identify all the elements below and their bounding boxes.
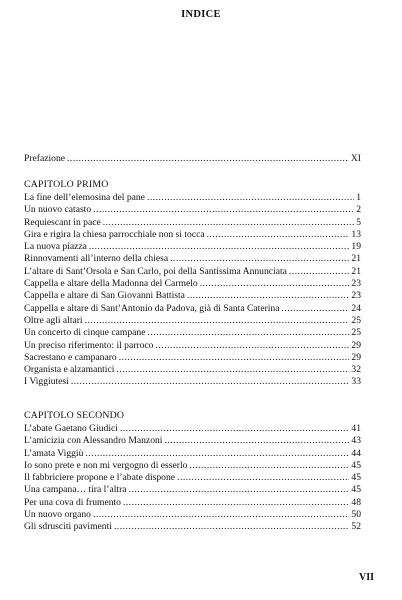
toc-entry-page: 5 [356,216,361,228]
toc-entry-title: Io sono prete e non mi vergogno di esserlo [24,459,188,471]
dot-leader [147,327,349,339]
dot-leader [93,509,349,521]
toc-entry[interactable] [24,204,361,216]
toc-entry[interactable] [24,315,361,327]
toc-entry-page: 33 [351,376,361,388]
toc-entry-page: 13 [351,228,361,240]
toc-entry-title: Prefazione [24,153,66,164]
dot-leader [93,204,354,216]
toc-entry-title: Rinnovamenti all’interno della chiesa [24,253,169,265]
toc-entry[interactable] [24,153,361,165]
toc-entry-page: 19 [351,241,361,253]
toc-entry[interactable] [24,278,361,290]
toc-entry[interactable] [24,509,361,521]
toc-entry[interactable] [24,497,361,509]
chapter-title: CAPITOLO SECONDO [24,410,125,421]
toc-entry[interactable] [24,460,361,472]
toc-entry-page: 23 [351,290,361,302]
dot-leader [147,192,354,204]
dot-leader [207,229,350,241]
dot-leader [89,241,350,253]
toc-entry-title: Oltre agli altari [24,314,83,326]
toc-chapter-1 [24,179,361,389]
dot-leader [85,315,350,327]
toc-entry[interactable] [24,241,361,253]
toc-entry-page: 2 [356,204,361,216]
dot-leader [119,352,350,364]
toc-entry[interactable] [24,364,361,376]
toc-entry-page: 21 [351,253,361,265]
toc-entry-page: 44 [351,447,361,459]
toc-entry-page: XI [350,153,361,164]
dot-leader [67,153,349,165]
dot-leader [116,364,349,376]
toc-entry-title: Un nuovo organo [24,509,91,521]
dot-leader [71,376,350,388]
toc-chapter-2 [24,410,361,534]
toc-entry[interactable] [24,217,361,229]
dot-leader [200,278,350,290]
dot-leader [282,303,350,315]
toc-entry-page: 52 [351,521,361,533]
toc-entry-title: Un concerto di cinque campane [24,327,146,339]
toc-entry[interactable] [24,484,361,496]
dot-leader [103,217,354,229]
toc-entry-title: La nuova piazza [24,241,87,253]
toc-entry-title: Cappella e altare di Sant’Antonio da Padova, già di Santa Caterina [24,302,280,314]
toc-entry-page: 21 [351,265,361,277]
toc-entry-title: L’abate Gaetano Giudici [24,423,118,434]
toc-entry-title: Per una cova di frumento [24,496,121,508]
toc-entry-page: 1 [356,192,361,203]
toc-entry-title: I Viggiutesi [24,376,69,388]
toc-entry-title: Cappella e altare di San Giovanni Battista [24,290,185,302]
toc-entry-page: 25 [351,314,361,326]
toc-entry[interactable] [24,352,361,364]
toc-entry-page: 25 [351,327,361,339]
toc-entry[interactable] [24,192,361,204]
toc-entry-page: 41 [351,423,361,434]
dot-leader [114,521,349,533]
toc-entry-title: Cappella e altare della Madonna del Carmelo [24,278,198,290]
page-number: VII [358,572,374,583]
toc-entry[interactable] [24,229,361,241]
toc-entry-title: Sacrestano e campanaro [24,351,117,363]
toc-entry-title: Una campana… tira l’altra [24,484,127,496]
toc-entry-page: 45 [351,459,361,471]
toc-entry[interactable] [24,521,361,533]
toc-preface [24,153,361,165]
toc-entry-page: 43 [351,435,361,447]
toc-entry-title: L’amicizia con Alessandro Manzoni [24,435,163,447]
toc-entry-page: 50 [351,509,361,521]
toc-entry[interactable] [24,290,361,302]
dot-leader [129,484,350,496]
dot-leader [85,448,349,460]
toc-entry[interactable] [24,472,361,484]
toc-entry-title: Organista e alzamantici [24,364,115,376]
dot-leader [123,497,349,509]
toc-entry-page: 45 [351,472,361,484]
toc-entry-page: 32 [351,364,361,376]
toc-entry-title: Il fabbriciere propone e l’abate dispone [24,472,176,484]
toc-entry-title: Un nuovo catasto [24,204,92,216]
toc-entry-title: Gira e rigira la chiesa parrocchiale non si tocca [24,228,205,240]
toc-entry-title: Un preciso riferimento: il parroco [24,339,154,351]
toc-entry-title: La fine dell’elemosina del pane [24,192,145,203]
dot-leader [289,266,350,278]
toc-entry-title: L’altare di Sant’Orsola e San Carlo, poi della Santissima Annunciata [24,265,287,277]
toc-entry[interactable] [24,448,361,460]
dot-leader [187,290,349,302]
toc-entry[interactable] [24,435,361,447]
chapter-title: CAPITOLO PRIMO [24,179,109,190]
toc-entry[interactable] [24,266,361,278]
toc-entry-page: 29 [351,339,361,351]
page-title: INDICE [181,9,221,20]
toc-entry[interactable] [24,303,361,315]
dot-leader [155,340,349,352]
toc-entry-title: Requiescant in pace [24,216,101,228]
dot-leader [164,435,349,447]
toc-entry[interactable] [24,253,361,265]
dot-leader [189,460,349,472]
toc-entry-page: 23 [351,278,361,290]
toc-entry[interactable] [24,340,361,352]
toc-entry-page: 48 [351,496,361,508]
toc-entry[interactable] [24,327,361,339]
toc-entry-title: Gli sdrusciti pavimenti [24,521,112,533]
toc-entry-title: L’amata Viggiù [24,447,84,459]
toc-entry-page: 24 [351,302,361,314]
dot-leader [120,423,349,435]
dot-leader [170,253,349,265]
toc-entry[interactable] [24,423,361,435]
dot-leader [177,472,349,484]
toc-entry-page: 29 [351,351,361,363]
toc-entry[interactable] [24,376,361,388]
toc-entry-page: 45 [351,484,361,496]
